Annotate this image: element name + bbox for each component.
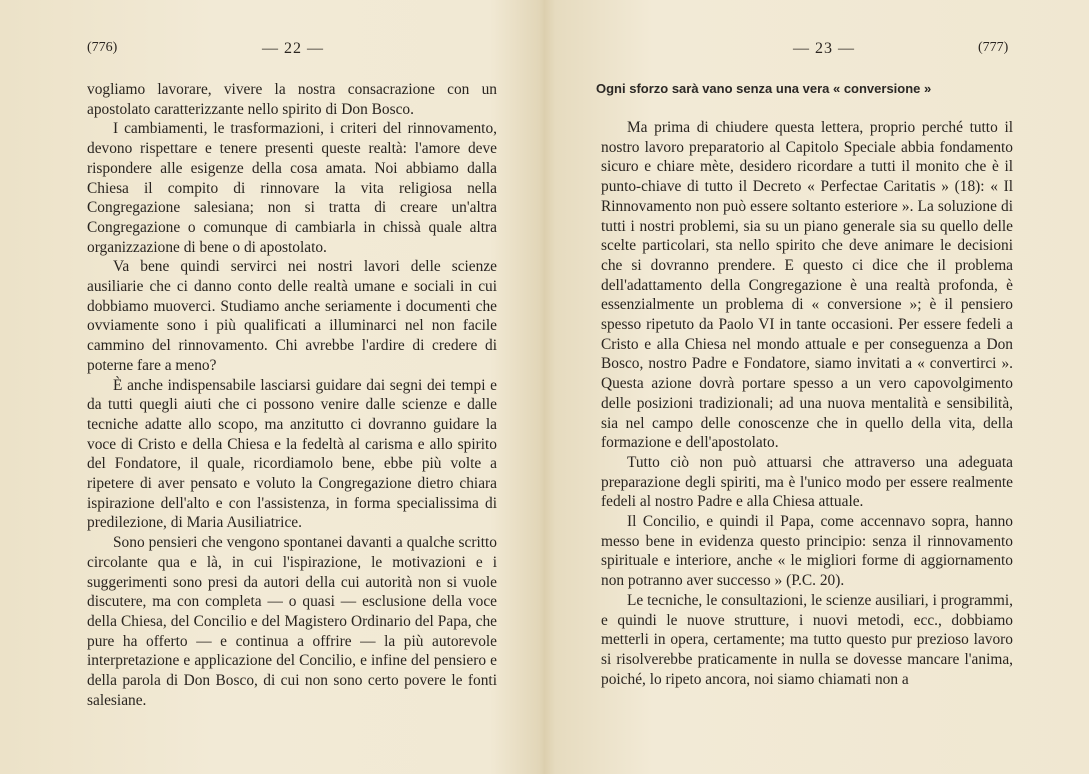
left-page <box>0 0 544 774</box>
paragraph: Le tecniche, le consultazioni, le scienze ausiliari, i programmi, e quindi le nuove strutture, i nuovi metodi, ecc., dobbiamo metterli in opera, certamente; ma tutto questo pur prezioso lavoro si risolverebbe praticamente in nulla se dovesse mancare l'anima, poiché, lo ripeto ancora, noi siamo chiamati non a <box>601 591 1013 688</box>
paragraph: Ma prima di chiudere questa lettera, proprio perché tutto il nostro lavoro preparatorio al Capitolo Speciale abbia fondamento sicuro e chiare mète, desidero ricordare a tutti il monito che è il punto-chiave di tutto il Decreto « Perfectae Caritatis » (18): « Il Rinnovamento non può essere soltanto esteriore ». La soluzione di tutti i nostri problemi, sia su un piano generale sia su quello delle scelte particolari, sta nello spirito che deve animare le decisioni che si dovranno prendere. E questo ci dice che il problema dell'adattamento della Congregazione è una realtà profonda, è essenzialmente un problema di « conversione »; è il pensiero spesso ripetuto da Paolo VI in tante occasioni. Per essere fedeli a Cristo e alla Chiesa nel mondo attuale e per conseguenza a Don Bosco, nostro Padre e Fondatore, siamo invitati a « convertirci ». Questa azione dovrà portare spesso a un vero capovolgimento delle posizioni tradizionali; ad una nuova mentalità e sensibilità, sia nel campo delle conoscenze che in quello della vita, della formazione e dell'apostolato. <box>601 119 1013 452</box>
paragraph: È anche indispensabile lasciarsi guidare dai segni dei tempi e da tutti quegli aiuti che ci possono venire dalle scienze e dalle tecniche adatte allo scopo, ma anzitutto ci dovranno guidare la voce di Cristo e della Chiesa e la fedeltà al carisma e allo spirito del Fondatore, il quale, ricordiamolo bene, ebbe più volte a ripetere di aver pensato e voluto la Congregazione dietro chiara ispirazione dell'alto e con l'assistenza, in forma specialissima di predilezione, di Maria Ausiliatrice. <box>87 376 497 532</box>
paragraph: Sono pensieri che vengono spontanei davanti a qualche scritto circolante qua e là, in cui l'ispirazione, le motivazioni e i suggerimenti sono presi da autori della cui autorità non si vuole discutere, ma con completa — o quasi — esclusione della voce della Chiesa, del Concilio e del Magistero Ordinario del Papa, che pure ha offerto — e continua a offrire — la più autorevole interpretazione e applicazione del Concilio, e infine del pensiero e della parola di Don Bosco, di cui non sono certo povere le fonti salesiane. <box>87 534 497 709</box>
paragraph: I cambiamenti, le trasformazioni, i criteri del rinnovamento, devono rispettare e tenere presenti queste realtà: l'amore deve rispondere alle esigenze della cosa amata. Noi abbiamo dalla Chiesa il compito di rinnovare la vita religiosa nella Congregazione salesiana; non si tratta di creare un'altra Congregazione o comunque di cambiarla in chissà quale altra organizzazione di bene o di apostolato. <box>87 120 497 256</box>
paragraph: Va bene quindi servirci nei nostri lavori delle scienze ausiliarie che ci danno conto delle realtà umane e sociali in cui dobbiamo muoverci. Studiamo anche seriamente i documenti che ovviamente sono i più qualificati a illuminarci nel non facile cammino del rinnovamento. Chi avrebbe l'ardire di credere di poterne fare a meno? <box>87 258 497 374</box>
paragraph: vogliamo lavorare, vivere la nostra consacrazione con un apostolato caratterizzante nello spirito di Don Bosco. <box>87 81 497 118</box>
right-page-body <box>601 118 1013 689</box>
left-page-header: (776) <box>87 40 118 55</box>
right-page-header: (777) <box>978 40 1009 55</box>
section-title: Ogni sforzo sarà vano senza una vera « conversione » <box>596 81 932 96</box>
right-page-number: — 23 — <box>793 40 855 57</box>
left-page-number: — 22 — <box>262 40 324 57</box>
left-page-body <box>87 80 497 711</box>
right-page <box>545 0 1089 774</box>
paragraph: Il Concilio, e quindi il Papa, come accennavo sopra, hanno messo bene in evidenza questo principio: senza il rinnovamento spirituale e interiore, anche « le migliori forme di aggiornamento non potranno aver successo » (P.C. 20). <box>601 513 1013 590</box>
paragraph: Tutto ciò non può attuarsi che attraverso una adeguata preparazione degli spiriti, ma è l'unico modo per essere realmente fedeli al nostro Padre e alla Chiesa attuale. <box>601 453 1013 511</box>
